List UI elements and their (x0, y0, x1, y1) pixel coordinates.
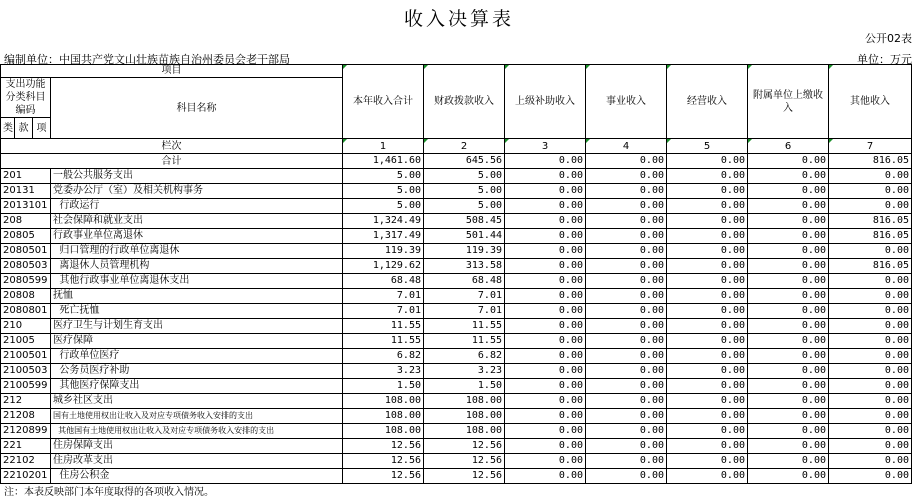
subject-name: 城乡社区支出 (51, 394, 343, 409)
table-row (1, 364, 912, 379)
amount-cell: 0.00 (505, 439, 586, 454)
amount-cell: 0.00 (505, 349, 586, 364)
amount-cell: 0.00 (586, 469, 667, 484)
amount-cell: 0.00 (667, 289, 748, 304)
amount-cell: 0.00 (667, 199, 748, 214)
subject-name: 党委办公厅（室）及相关机构事务 (51, 184, 343, 199)
subject-name: 一般公共服务支出 (51, 169, 343, 184)
amount-cell: 816.05 (829, 259, 912, 274)
subject-name: 医疗卫生与计划生育支出 (51, 319, 343, 334)
amount-cell: 0.00 (505, 199, 586, 214)
total-value: 0.00 (748, 154, 829, 169)
amount-cell: 0.00 (829, 379, 912, 394)
amount-cell: 108.00 (343, 394, 424, 409)
table-row (1, 454, 912, 469)
amount-cell: 0.00 (505, 259, 586, 274)
amount-cell: 508.45 (424, 214, 505, 229)
amount-cell: 0.00 (829, 334, 912, 349)
amount-cell: 1,324.49 (343, 214, 424, 229)
amount-cell: 0.00 (586, 304, 667, 319)
subject-code: 21005 (1, 334, 51, 349)
amount-cell: 5.00 (424, 184, 505, 199)
amount-cell: 0.00 (586, 169, 667, 184)
total-value: 0.00 (586, 154, 667, 169)
subject-name: 国有土地使用权出让收入及对应专项债务收入安排的支出 (51, 409, 343, 424)
amount-cell: 0.00 (748, 334, 829, 349)
amount-cell: 0.00 (667, 304, 748, 319)
col-num: 2 (424, 139, 505, 154)
footnote: 注：本表反映部门本年度取得的各项收入情况。 (4, 487, 214, 498)
amount-cell: 0.00 (667, 319, 748, 334)
header-kuan: 款 (15, 118, 33, 139)
subject-code: 212 (1, 394, 51, 409)
amount-cell: 0.00 (586, 394, 667, 409)
amount-cell: 11.55 (343, 319, 424, 334)
amount-cell: 0.00 (748, 454, 829, 469)
amount-cell: 0.00 (748, 259, 829, 274)
amount-cell: 0.00 (748, 274, 829, 289)
amount-cell: 0.00 (667, 409, 748, 424)
amount-cell: 0.00 (586, 214, 667, 229)
subject-name: 其他国有土地使用权出让收入及对应专项债务收入安排的支出 (51, 424, 343, 439)
amount-cell: 0.00 (505, 289, 586, 304)
subject-name: 行政运行 (51, 199, 343, 214)
amount-cell: 0.00 (667, 424, 748, 439)
table-row (1, 424, 912, 439)
header-col-4: 事业收入 (586, 65, 667, 139)
amount-cell: 68.48 (343, 274, 424, 289)
amount-cell: 0.00 (748, 439, 829, 454)
total-value: 816.05 (829, 154, 912, 169)
amount-cell: 7.01 (424, 304, 505, 319)
amount-cell: 0.00 (829, 244, 912, 259)
subject-name: 抚恤 (51, 289, 343, 304)
amount-cell: 0.00 (829, 289, 912, 304)
subject-name: 行政单位医疗 (51, 349, 343, 364)
amount-cell: 11.55 (424, 319, 505, 334)
amount-cell: 0.00 (505, 334, 586, 349)
amount-cell: 0.00 (586, 184, 667, 199)
amount-cell: 0.00 (667, 364, 748, 379)
table-row (1, 244, 912, 259)
total-value: 0.00 (505, 154, 586, 169)
subject-name: 行政事业单位离退休 (51, 229, 343, 244)
amount-cell: 0.00 (586, 229, 667, 244)
amount-cell: 0.00 (829, 184, 912, 199)
header-col-1: 本年收入合计 (343, 65, 424, 139)
table-row (1, 379, 912, 394)
amount-cell: 119.39 (343, 244, 424, 259)
amount-cell: 0.00 (829, 469, 912, 484)
subject-code: 221 (1, 439, 51, 454)
subject-code: 2100501 (1, 349, 51, 364)
amount-cell: 0.00 (586, 274, 667, 289)
subject-code: 2013101 (1, 199, 51, 214)
amount-cell: 1,317.49 (343, 229, 424, 244)
amount-cell: 816.05 (829, 214, 912, 229)
compiling-unit: 编制单位：中国共产党文山壮族苗族自治州委员会老干部局 (4, 53, 290, 66)
header-col-2: 财政拨款收入 (424, 65, 505, 139)
amount-cell: 0.00 (829, 439, 912, 454)
subject-code: 2080501 (1, 244, 51, 259)
amount-cell: 0.00 (586, 244, 667, 259)
amount-cell: 0.00 (829, 319, 912, 334)
amount-cell: 0.00 (748, 199, 829, 214)
subject-code: 2080503 (1, 259, 51, 274)
header-item: 项目 (1, 65, 343, 78)
amount-cell: 0.00 (586, 349, 667, 364)
table-row (1, 274, 912, 289)
row-index-label: 栏次 (1, 139, 343, 154)
amount-cell: 7.01 (343, 289, 424, 304)
amount-cell: 0.00 (586, 199, 667, 214)
amount-cell: 68.48 (424, 274, 505, 289)
total-value: 0.00 (667, 154, 748, 169)
table-row (1, 319, 912, 334)
header-lei: 类 (1, 118, 15, 139)
table-row (1, 409, 912, 424)
amount-cell: 0.00 (748, 169, 829, 184)
col-num: 3 (505, 139, 586, 154)
amount-cell: 0.00 (667, 394, 748, 409)
amount-cell: 816.05 (829, 229, 912, 244)
amount-cell: 0.00 (667, 274, 748, 289)
amount-cell: 0.00 (667, 439, 748, 454)
subject-code: 2080599 (1, 274, 51, 289)
table-row (1, 199, 912, 214)
amount-cell: 119.39 (424, 244, 505, 259)
header-col-5: 经营收入 (667, 65, 748, 139)
amount-cell: 0.00 (505, 214, 586, 229)
table-row (1, 184, 912, 199)
amount-cell: 0.00 (667, 184, 748, 199)
amount-cell: 0.00 (505, 229, 586, 244)
amount-cell: 0.00 (586, 424, 667, 439)
amount-cell: 0.00 (667, 334, 748, 349)
subject-code: 2100599 (1, 379, 51, 394)
subject-name: 归口管理的行政单位离退休 (51, 244, 343, 259)
col-num: 4 (586, 139, 667, 154)
amount-cell: 0.00 (586, 364, 667, 379)
amount-cell: 0.00 (748, 184, 829, 199)
subject-code: 210 (1, 319, 51, 334)
amount-cell: 0.00 (748, 304, 829, 319)
amount-cell: 0.00 (505, 469, 586, 484)
amount-cell: 0.00 (829, 454, 912, 469)
amount-cell: 5.00 (424, 169, 505, 184)
amount-cell: 0.00 (829, 304, 912, 319)
amount-cell: 0.00 (748, 379, 829, 394)
subject-code: 20805 (1, 229, 51, 244)
amount-cell: 0.00 (505, 424, 586, 439)
amount-cell: 5.00 (343, 184, 424, 199)
subject-name: 离退休人员管理机构 (51, 259, 343, 274)
table-row (1, 259, 912, 274)
amount-cell: 6.82 (424, 349, 505, 364)
amount-cell: 0.00 (586, 319, 667, 334)
amount-cell: 0.00 (586, 409, 667, 424)
amount-cell: 0.00 (829, 394, 912, 409)
amount-cell: 0.00 (748, 289, 829, 304)
amount-cell: 12.56 (343, 469, 424, 484)
amount-cell: 0.00 (829, 199, 912, 214)
amount-cell: 11.55 (424, 334, 505, 349)
table-row (1, 394, 912, 409)
table-row (1, 289, 912, 304)
total-value: 1,461.60 (343, 154, 424, 169)
amount-cell: 0.00 (586, 439, 667, 454)
subject-code: 2080801 (1, 304, 51, 319)
subject-name: 死亡抚恤 (51, 304, 343, 319)
amount-cell: 0.00 (748, 349, 829, 364)
table-row (1, 469, 912, 484)
amount-cell: 0.00 (829, 424, 912, 439)
amount-cell: 0.00 (667, 349, 748, 364)
subject-name: 医疗保障 (51, 334, 343, 349)
amount-cell: 11.55 (343, 334, 424, 349)
table-row (1, 214, 912, 229)
amount-cell: 12.56 (343, 439, 424, 454)
amount-cell: 108.00 (424, 409, 505, 424)
total-row (1, 154, 912, 169)
subject-name: 其他医疗保障支出 (51, 379, 343, 394)
amount-cell: 0.00 (586, 289, 667, 304)
amount-cell: 108.00 (343, 409, 424, 424)
amount-cell: 108.00 (424, 424, 505, 439)
subject-code: 20808 (1, 289, 51, 304)
amount-cell: 0.00 (748, 319, 829, 334)
amount-cell: 0.00 (505, 274, 586, 289)
amount-cell: 6.82 (343, 349, 424, 364)
table-row (1, 439, 912, 454)
amount-cell: 0.00 (505, 184, 586, 199)
amount-cell: 0.00 (748, 214, 829, 229)
table-row (1, 229, 912, 244)
amount-cell: 0.00 (829, 169, 912, 184)
subject-code: 2120899 (1, 424, 51, 439)
amount-cell: 0.00 (505, 394, 586, 409)
amount-cell: 0.00 (667, 379, 748, 394)
amount-cell: 0.00 (667, 214, 748, 229)
header-xiang: 项 (33, 118, 51, 139)
amount-cell: 0.00 (505, 169, 586, 184)
amount-cell: 0.00 (748, 469, 829, 484)
header-func-code: 支出功能分类科目编码 (1, 78, 51, 118)
amount-cell: 0.00 (748, 424, 829, 439)
header-col-6: 附属单位上缴收入 (748, 65, 829, 139)
col-num: 7 (829, 139, 912, 154)
money-unit: 单位：万元 (857, 53, 912, 66)
amount-cell: 1.50 (424, 379, 505, 394)
amount-cell: 0.00 (505, 364, 586, 379)
amount-cell: 0.00 (586, 454, 667, 469)
table-row (1, 304, 912, 319)
amount-cell: 0.00 (667, 169, 748, 184)
col-num: 1 (343, 139, 424, 154)
subject-code: 21208 (1, 409, 51, 424)
subject-name: 社会保障和就业支出 (51, 214, 343, 229)
amount-cell: 0.00 (829, 409, 912, 424)
report-title: 收入决算表 (403, 8, 514, 30)
table-row (1, 349, 912, 364)
amount-cell: 0.00 (748, 244, 829, 259)
subject-code: 201 (1, 169, 51, 184)
amount-cell: 0.00 (586, 259, 667, 274)
amount-cell: 0.00 (586, 334, 667, 349)
amount-cell: 1.50 (343, 379, 424, 394)
subject-name: 其他行政事业单位离退休支出 (51, 274, 343, 289)
table-row (1, 169, 912, 184)
amount-cell: 3.23 (343, 364, 424, 379)
amount-cell: 7.01 (424, 289, 505, 304)
total-value: 645.56 (424, 154, 505, 169)
amount-cell: 501.44 (424, 229, 505, 244)
amount-cell: 313.58 (424, 259, 505, 274)
amount-cell: 12.56 (424, 439, 505, 454)
amount-cell: 0.00 (667, 244, 748, 259)
income-table (0, 64, 912, 484)
col-num: 5 (667, 139, 748, 154)
amount-cell: 0.00 (748, 409, 829, 424)
amount-cell: 0.00 (667, 454, 748, 469)
form-code: 公开02表 (865, 32, 912, 45)
amount-cell: 12.56 (424, 454, 505, 469)
amount-cell: 0.00 (748, 394, 829, 409)
header-col-7: 其他收入 (829, 65, 912, 139)
subject-name: 公务员医疗补助 (51, 364, 343, 379)
amount-cell: 0.00 (667, 469, 748, 484)
subject-code: 2210201 (1, 469, 51, 484)
amount-cell: 3.23 (424, 364, 505, 379)
subject-code: 2100503 (1, 364, 51, 379)
amount-cell: 12.56 (343, 454, 424, 469)
amount-cell: 0.00 (505, 244, 586, 259)
amount-cell: 0.00 (505, 379, 586, 394)
amount-cell: 0.00 (586, 379, 667, 394)
subject-name: 住房保障支出 (51, 439, 343, 454)
col-num: 6 (748, 139, 829, 154)
amount-cell: 0.00 (829, 349, 912, 364)
amount-cell: 0.00 (829, 274, 912, 289)
amount-cell: 108.00 (343, 424, 424, 439)
amount-cell: 7.01 (343, 304, 424, 319)
amount-cell: 0.00 (829, 364, 912, 379)
subject-name: 住房改革支出 (51, 454, 343, 469)
header-subject-name: 科目名称 (51, 78, 343, 139)
amount-cell: 5.00 (343, 169, 424, 184)
amount-cell: 108.00 (424, 394, 505, 409)
amount-cell: 0.00 (667, 229, 748, 244)
amount-cell: 12.56 (424, 469, 505, 484)
amount-cell: 1,129.62 (343, 259, 424, 274)
amount-cell: 0.00 (667, 259, 748, 274)
amount-cell: 0.00 (505, 409, 586, 424)
subject-code: 22102 (1, 454, 51, 469)
amount-cell: 0.00 (748, 229, 829, 244)
amount-cell: 5.00 (343, 199, 424, 214)
total-label: 合计 (1, 154, 343, 169)
amount-cell: 0.00 (505, 319, 586, 334)
amount-cell: 0.00 (748, 364, 829, 379)
amount-cell: 0.00 (505, 304, 586, 319)
amount-cell: 5.00 (424, 199, 505, 214)
table-row (1, 334, 912, 349)
amount-cell: 0.00 (505, 454, 586, 469)
header-col-3: 上级补助收入 (505, 65, 586, 139)
subject-code: 208 (1, 214, 51, 229)
subject-name: 住房公积金 (51, 469, 343, 484)
subject-code: 20131 (1, 184, 51, 199)
